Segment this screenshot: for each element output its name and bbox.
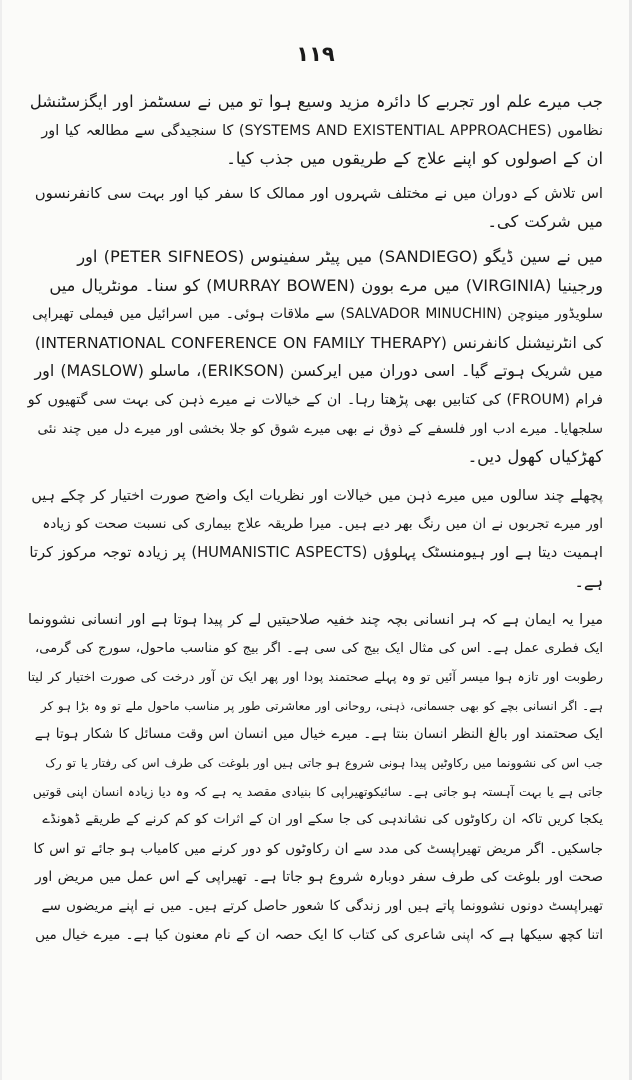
text-line: سلجھایا۔ میرے ادب اور فلسفے کے ذوق نے بھی میرے شوق کو جلا بخشی اور میرے دل میں چند نئی <box>37 420 603 437</box>
text-line: رطوبت اور تازہ ہوا میسر آئیں تو وہ پہلے صحتمند پودا اور پھر ایک تن آور درخت کی صورت اختیار کر لیتا <box>27 669 603 685</box>
text-line: تھیراپسٹ دونوں نشوونما پاتے ہیں اور زندگی کا شعور حاصل کرتے ہیں۔ میں نے اپنے مریضوں سے <box>41 898 603 915</box>
text-line: صحت اور بلوغت کی طرف سفر دوبارہ شروع ہو جاتا ہے۔ تھیراپی کے اس عمل میں مریض اور <box>34 869 603 886</box>
paragraph-3 <box>28 243 603 472</box>
text-line: ایک صحتمند اور بالغ النظر انسان بنتا ہے۔ میرے خیال میں انسان اس وقت مسائل کا شکار ہوتا ہے <box>34 726 603 743</box>
text-line: میرا یہ ایمان ہے کہ ہر انسانی بچہ چند خفیہ صلاحیتیں لے کر پیدا ہوتا ہے اور انسانی نشوونما <box>28 612 603 629</box>
text-line: ان کے اصولوں کو اپنے علاج کے طریقوں میں جذب کیا۔ <box>226 149 603 169</box>
text-line: یکجا کریں تاکہ ان رکاوٹوں کی نشاندہی کی جا سکے اور ان کے اثرات کو کم کرنے کے طریقے ڈھونڈے <box>42 812 603 828</box>
text-line: جاسکیں۔ اگر مریض تھیراپسٹ کی مدد سے ان رکاوٹوں کو دور کرنے میں کامیاب ہو جائے تو اس کا <box>33 840 603 857</box>
text-line: جب میرے علم اور تجربے کا دائرہ مزید وسیع ہوا تو میں نے سسٹمز اور ایگزسٹنشل <box>29 92 603 111</box>
text-line: فرام (FROUM) کی کتابیں بھی پڑھتا رہا۔ ان کے خیالات نے میرے ذہن کی بہت سی گتھیوں کو <box>27 391 603 408</box>
page-number: ۱۱۹ <box>296 42 335 66</box>
text-line: نظاموں (SYSTEMS AND EXISTENTIAL APPROACHES) کا سنجیدگی سے مطالعہ کیا اور <box>41 122 603 139</box>
text-line: سلویڈور مینوچن (SALVADOR MINUCHIN) سے ملاقات ہوئی۔ میں اسرائیل میں فیملی تھیراپی <box>32 306 603 323</box>
text-line: کی انٹرنیشنل کانفرنس (INTERNATIONAL CONFERENCE ON FAMILY THERAPY) <box>34 333 603 352</box>
text-line: کھڑکیاں کھول دیں۔ <box>467 447 603 467</box>
text-line: ہے۔ اگر انسانی بچے کو بھی جسمانی، ذہنی، روحانی اور معاشرتی طور پر مناسب ماحول ملے تو وہ بڑا ہو کر <box>40 698 603 713</box>
text-line: میں شریک ہوتے گیا۔ اسی دوران میں ایرکسن (ERIKSON)، ماسلو (MASLOW) اور <box>34 361 603 381</box>
text-line: اس تلاش کے دوران میں نے مختلف شہروں اور ممالک کا سفر کیا اور بہت سی کانفرنسوں <box>34 184 603 202</box>
text-line: اہمیت دیتا ہے اور ہیومنسٹک پہلوؤں (HUMANISTIC ASPECTS) پر زیادہ توجہ مرکوز کرتا <box>29 543 603 561</box>
text-line: پچھلے چند سالوں میں میرے ذہن میں خیالات اور نظریات ایک واضح صورت اختیار کر چکے ہیں <box>31 487 603 504</box>
text-line: جب اس کی نشوونما میں رکاوٹیں پیدا ہونی شروع ہو جاتی ہیں اور بلوغت کی طرف اس کی رفتار یا تو رک <box>45 756 603 771</box>
text-line: میں شرکت کی۔ <box>487 212 603 232</box>
text-line: ایک فطری عمل ہے۔ اس کی مثال ایک بیج کی سی ہے۔ اگر بیج کو مناسب ماحول، سورج کی گرمی، <box>35 640 603 656</box>
paragraph-2 <box>28 180 603 237</box>
text-line: ورجینیا (VIRGINIA) میں مرے بوون (MURRAY BOWEN) کو سنا۔ مونٹریال میں <box>49 275 603 295</box>
text-line: ہے۔ <box>574 571 603 591</box>
paragraph-5 <box>28 606 603 949</box>
text-line: جاتی ہے یا بہت آہستہ ہو جاتی ہے۔ سائیکوتھیراپی کا بنیادی مقصد یہ ہے کہ وہ دیا زیادہ انسان اپنی قوتیں <box>32 784 603 799</box>
text-line: میں نے سین ڈیگو (SANDIEGO) میں پیٹر سفینوس (PETER SIFNEOS) اور <box>77 246 603 266</box>
paragraph-1 <box>28 88 603 174</box>
paragraph-4 <box>28 482 603 596</box>
text-line: اور میرے تجربوں نے ان میں رنگ بھر دیے ہیں۔ میرا طریقہ علاج بیماری کی نسبت صحت کو زیادہ <box>42 516 603 533</box>
text-line: اتنا کچھ سیکھا ہے کہ اپنی شاعری کی کتاب کا ایک حصہ ان کے نام معنون کیا ہے۔ میرے خیال میں <box>35 926 603 943</box>
